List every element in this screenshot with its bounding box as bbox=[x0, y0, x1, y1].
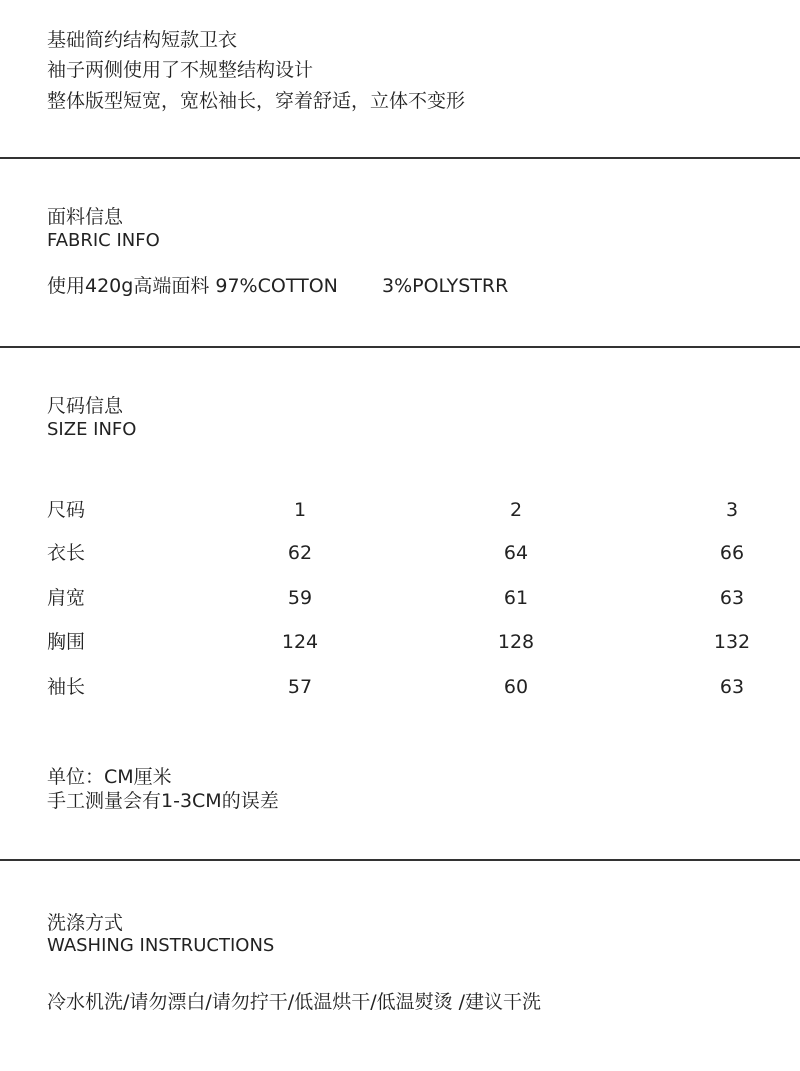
fabric-desc: 使用420g高端面料 97%COTTON bbox=[47, 275, 338, 297]
size-cell: 1 bbox=[293, 499, 307, 521]
section-divider bbox=[0, 346, 800, 348]
intro-line-2: 袖子两侧使用了不规整结构设计 bbox=[47, 59, 314, 81]
section-divider bbox=[0, 859, 800, 861]
size-cell: 128 bbox=[497, 631, 535, 653]
washing-desc: 冷水机洗/请勿漂白/请勿拧干/低温烘干/低温熨烫 /建议干洗 bbox=[47, 991, 542, 1013]
size-cell: 2 bbox=[509, 499, 523, 521]
size-cell: 60 bbox=[503, 676, 529, 698]
size-cell: 124 bbox=[281, 631, 319, 653]
fabric-title-cn: 面料信息 bbox=[47, 206, 124, 228]
size-cell: 64 bbox=[503, 542, 529, 564]
size-cell: 59 bbox=[287, 587, 313, 609]
size-row-label: 袖长 bbox=[47, 676, 86, 698]
size-unit: 单位：CM厘米 bbox=[47, 766, 172, 788]
size-cell: 132 bbox=[713, 631, 751, 653]
size-cell: 57 bbox=[287, 676, 313, 698]
size-cell: 66 bbox=[719, 542, 745, 564]
size-row-label: 衣长 bbox=[47, 542, 86, 564]
size-row-label: 尺码 bbox=[47, 499, 86, 521]
fabric-desc-2: 3%POLYSTRR bbox=[382, 275, 509, 297]
intro-line-3: 整体版型短宽，宽松袖长，穿着舒适，立体不变形 bbox=[47, 90, 466, 112]
intro-line-1: 基础简约结构短款卫衣 bbox=[47, 29, 238, 51]
size-row-label: 胸围 bbox=[47, 631, 86, 653]
size-row-label: 肩宽 bbox=[47, 587, 86, 609]
size-title-cn: 尺码信息 bbox=[47, 395, 124, 417]
size-title-en: SIZE INFO bbox=[47, 419, 137, 440]
size-cell: 61 bbox=[503, 587, 529, 609]
size-note: 手工测量会有1-3CM的误差 bbox=[47, 790, 279, 812]
section-divider bbox=[0, 157, 800, 159]
size-cell: 63 bbox=[719, 676, 745, 698]
fabric-title-en: FABRIC INFO bbox=[47, 230, 160, 251]
washing-title-cn: 洗涤方式 bbox=[47, 912, 124, 934]
washing-title-en: WASHING INSTRUCTIONS bbox=[47, 935, 275, 956]
size-cell: 62 bbox=[287, 542, 313, 564]
size-cell: 63 bbox=[719, 587, 745, 609]
size-cell: 3 bbox=[725, 499, 739, 521]
